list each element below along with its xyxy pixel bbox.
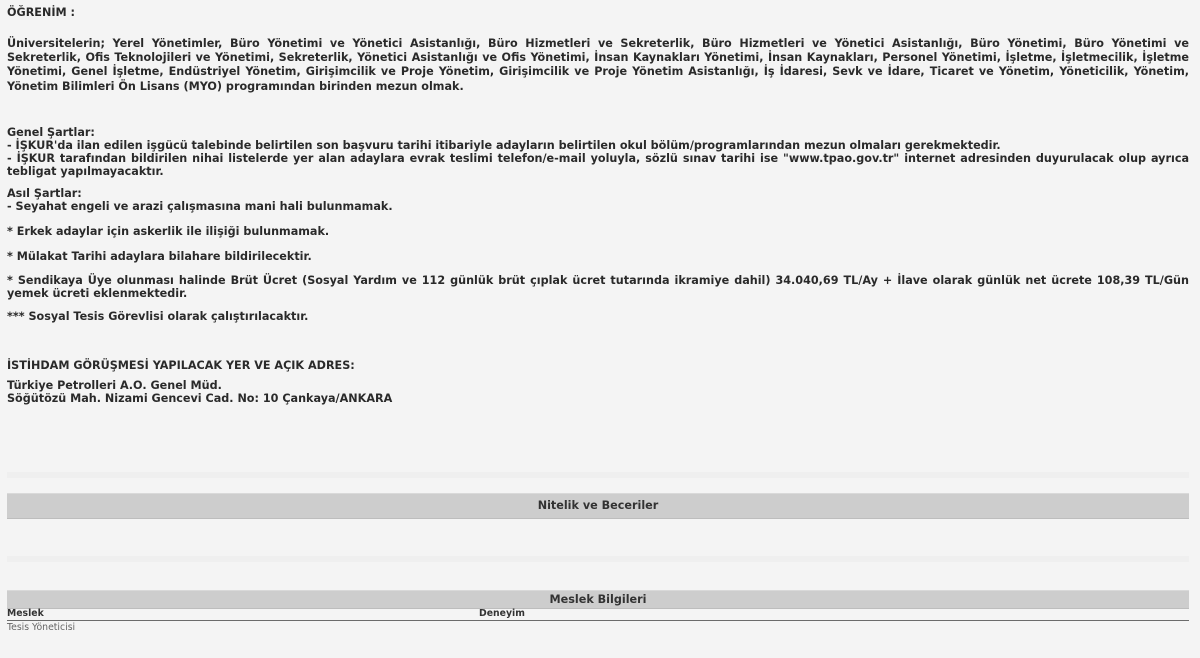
main-conditions-title: Asıl Şartlar: bbox=[7, 186, 82, 200]
main-condition-item: - Seyahat engeli ve arazi çalışmasına mani hali bulunmamak. bbox=[7, 199, 393, 213]
experience-cell bbox=[479, 621, 1189, 635]
address-line: Türkiye Petrolleri A.O. Genel Müd. bbox=[7, 378, 222, 392]
education-text: Üniversitelerin; Yerel Yönetimler, Büro Yönetimi ve Yönetici Asistanlığı, Büro Hizmetleri ve Sekreterlik, Büro Hizmetleri ve Yönetici Asistanlığı, Büro Yönetimi, Büro Yönetimi ve Sekreterlik, Ofis Teknolojileri ve Yönetimi, Sekreterlik, Yönetici Asistanlığı ve Ofis Yönetimi, İnsan Kaynakları Yönetimi, İnsan Kaynakları, Personel Yönetimi, İşletme, İşletmecilik, İşletme Yönetimi, Genel İşletme, Endüstriyel Yönetim, Girişimcilik ve Proje Yönetim, Girişimcilik ve Proje Yönetim Asistanlığı, İş İdaresi, Sevk ve İdare, Ticaret ve Yönetim, Yöneticilik, Yönetim, Yönetim Bilimleri Ön Lisans (MYO) programından birinden mezun olmak. bbox=[7, 37, 1189, 93]
general-conditions-title: Genel Şartlar: bbox=[7, 125, 95, 139]
table-row bbox=[7, 621, 1189, 635]
profession-section-header: Meslek Bilgileri bbox=[7, 590, 1189, 609]
main-condition-item: * Sendikaya Üye olunması halinde Brüt Ücret (Sosyal Yardım ve 112 günlük brüt çıplak ücret tutarında ikramiye dahil) 34.040,69 TL/Ay + İlave olarak günlük net ücrete 108,39 TL/Gün yemek ücreti eklenmektedir. bbox=[7, 273, 1189, 300]
profession-cell: Tesis Yöneticisi bbox=[7, 622, 76, 633]
address-line: Söğütözü Mah. Nizami Gencevi Cad. No: 10 Çankaya/ANKARA bbox=[7, 391, 393, 405]
column-header-profession: Meslek bbox=[7, 608, 479, 621]
main-condition-item: * Mülakat Tarihi adaylara bilahare bildirilecektir. bbox=[7, 249, 312, 263]
divider bbox=[7, 556, 1189, 562]
address-title: İSTİHDAM GÖRÜŞMESİ YAPILACAK YER VE AÇIK ADRES: bbox=[7, 358, 355, 372]
education-heading: ÖĞRENİM : bbox=[7, 6, 75, 19]
column-header-experience: Deneyim bbox=[479, 608, 1189, 621]
main-condition-item: * Erkek adaylar için askerlik ile ilişiği bulunmamak. bbox=[7, 224, 330, 238]
general-condition-line: - İŞKUR tarafından bildirilen nihai listelerde yer alan adaylara evrak teslimi telefon/e-mail yoluyla, sözlü sınav tarihi ise "www.tpao.gov.tr" internet adresinden duyurulacak olup ayrıca tebligat yapılmayacaktır. bbox=[7, 151, 1189, 178]
main-condition-item: *** Sosyal Tesis Görevlisi olarak çalıştırılacaktır. bbox=[7, 309, 309, 323]
divider bbox=[7, 472, 1189, 478]
skills-section-header: Nitelik ve Beceriler bbox=[7, 493, 1189, 519]
job-posting-content bbox=[7, 5, 1189, 405]
general-condition-line: - İŞKUR'da ilan edilen işgücü talebinde belirtilen son başvuru tarihi itibariyle adayların belirtilen okul bölüm/programlarından mezun olmaları gerekmektedir. bbox=[7, 138, 1001, 152]
table-header-row bbox=[7, 608, 1189, 621]
profession-table bbox=[7, 608, 1189, 634]
